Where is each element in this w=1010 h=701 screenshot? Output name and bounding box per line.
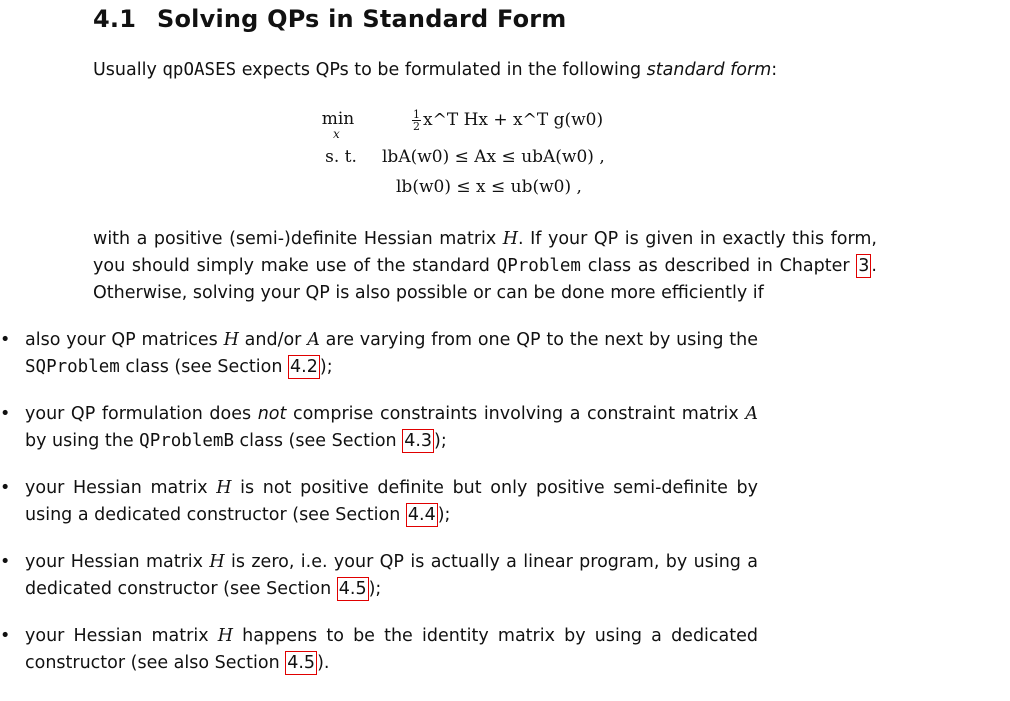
text: : [771,60,778,80]
code-sqproblem: SQProblem [25,357,120,377]
bullet-icon: • [0,330,11,350]
text: expects QPs to be formulated in the following [236,60,647,80]
body-paragraph: with a positive (semi-)definite Hessian matrix H. If your QP is given in exactly this form, you should simply make use of the standard QProblem class as described in Chapter 3 . Otherwise, solving your QP is also possible or can be done more efficiently if [93,229,877,303]
constraint-expression: lbA(w0) ≤ Ax ≤ ubA(w0) , [382,147,605,167]
section-heading [93,5,567,33]
qp-formula [318,107,678,207]
min-subscript: x [333,127,340,141]
subject-to-label: s. t. [325,147,357,167]
text: Usually [93,60,163,80]
math-H: H [502,229,519,249]
chapter-link[interactable]: 3 [858,256,870,276]
section-link-4-4[interactable]: 4.4 [407,505,436,525]
intro-paragraph [93,57,877,84]
min-operator: min [321,109,355,129]
section-title: Solving QPs in Standard Form [157,5,567,33]
bounds-expression: lb(w0) ≤ x ≤ ub(w0) , [396,177,582,197]
section-link-4-5[interactable]: 4.5 [287,653,316,673]
bullet-icon: • [0,478,11,498]
section-link-4-3[interactable]: 4.3 [404,431,433,451]
section-link-4-2[interactable]: 4.2 [290,357,318,377]
code-qproblemb: QProblemB [139,431,234,451]
code-qpoases: qpOASES [162,60,237,80]
bullet-icon: • [0,552,11,572]
code-qproblem: QProblem [496,256,581,276]
bullet-icon: • [0,404,11,424]
objective-expression: $\frac{1}{2}$ x^T Hx + x^T g(w0) [413,108,604,133]
bullet-icon: • [0,626,11,646]
section-link-4-5[interactable]: 4.5 [338,579,367,599]
emphasis: standard form [646,60,772,80]
one-half: $\frac{1}{2}$ [413,108,420,133]
section-number: 4.1 [93,5,137,33]
